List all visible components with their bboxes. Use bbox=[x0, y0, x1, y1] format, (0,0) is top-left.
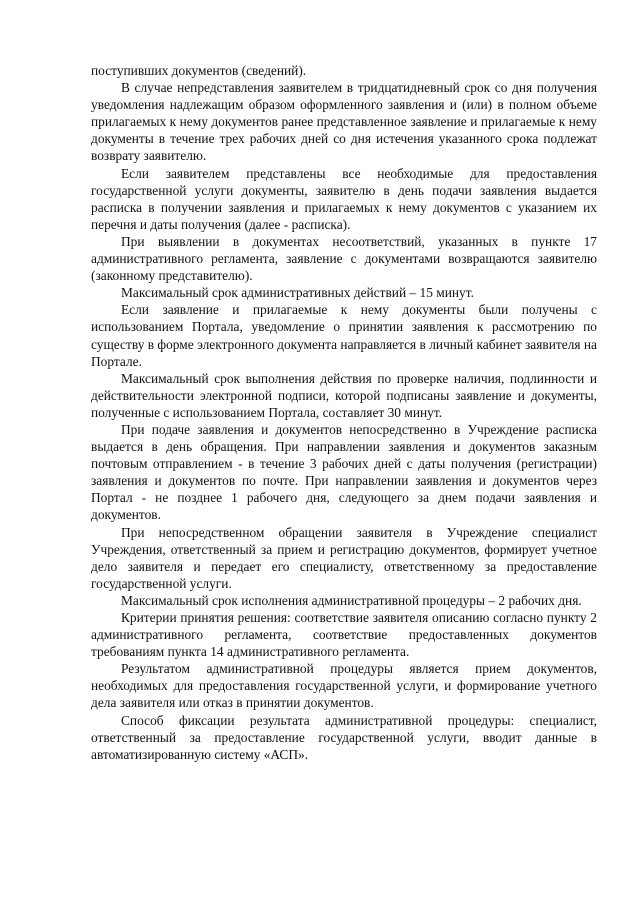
paragraph-inconsistencies: При выявлении в документах несоответствий, указанных в пункте 17 административного регламента, заявление с документами возвращаются заявителю (законному представителю). bbox=[91, 233, 597, 284]
paragraph-continuation: поступивших документов (сведений). bbox=[91, 63, 307, 78]
paragraph-decision-criteria: Критерии принятия решения: соответствие заявителя описанию согласно пункту 2 административного регламента, соответствие предоставленных документов требованиям пункта 14 административного регламента. bbox=[91, 610, 597, 660]
paragraph-return-of-application: В случае непредставления заявителем в тридцатидневный срок со дня получения уведомления надлежащим образом оформленного заявления и (или) в полном объеме прилагаемых к нему документов ранее представленное заявление и прилагаемые к нему документы в течение трех рабочих дней со дня истечения указанного срока подлежат возврату заявителю. bbox=[91, 80, 597, 164]
paragraph-result-recording: Способ фиксации результата административной процедуры: специалист, ответственный за предоставление государственной услуги, вводит данные в автоматизированную систему «АСП». bbox=[91, 712, 597, 762]
paragraph-portal-notification: Если заявление и прилагаемые к нему документы были получены с использованием Портала, уведомление о принятии заявления к рассмотрению по существу в форме электронного документа направляется в личный кабинет заявителя на Портале. bbox=[91, 302, 597, 369]
paragraph-receipt-terms: При подаче заявления и документов непосредственно в Учреждение расписка выдается в день обращения. При направлении заявления и документов заказным почтовым отправлением - в течение 3 рабочих дней с даты получения (регистрации) заявления и документов по почте. При направлении заявления и документов через Портал - не позднее 1 рабочего дня, следующего за днем подачи заявления и документов. bbox=[91, 421, 597, 523]
paragraph-direct-appeal: При непосредственном обращении заявителя в Учреждение специалист Учреждения, ответственный за прием и регистрацию документов, формирует учетное дело заявителя и передает его специалисту, ответственному за предоставление государственной услуги. bbox=[91, 524, 597, 591]
paragraph-signature-check-time: Максимальный срок выполнения действия по проверке наличия, подлинности и действительности электронной подписи, которой подписаны заявление и документы, полученные с использованием Портала, составляет 30 минут. bbox=[91, 370, 597, 420]
paragraph-max-time-15-min: Максимальный срок административных действий – 15 минут. bbox=[121, 285, 474, 301]
paragraph-procedure-result: Результатом административной процедуры является прием документов, необходимых для предоставления государственной услуги, и формирование учетного дела заявителя или отказ в принятии документов. bbox=[91, 661, 597, 711]
document-page bbox=[91, 62, 597, 763]
paragraph-receipt-issuance: Если заявителем представлены все необходимые для предоставления государственной услуги документы, заявителю в день подачи заявления выдается расписка в получении заявления и прилагаемых к нему документов с указанием их перечня и даты получения (далее - расписка). bbox=[91, 165, 597, 232]
paragraph-max-procedure-time: Максимальный срок исполнения административной процедуры – 2 рабочих дня. bbox=[121, 592, 582, 608]
